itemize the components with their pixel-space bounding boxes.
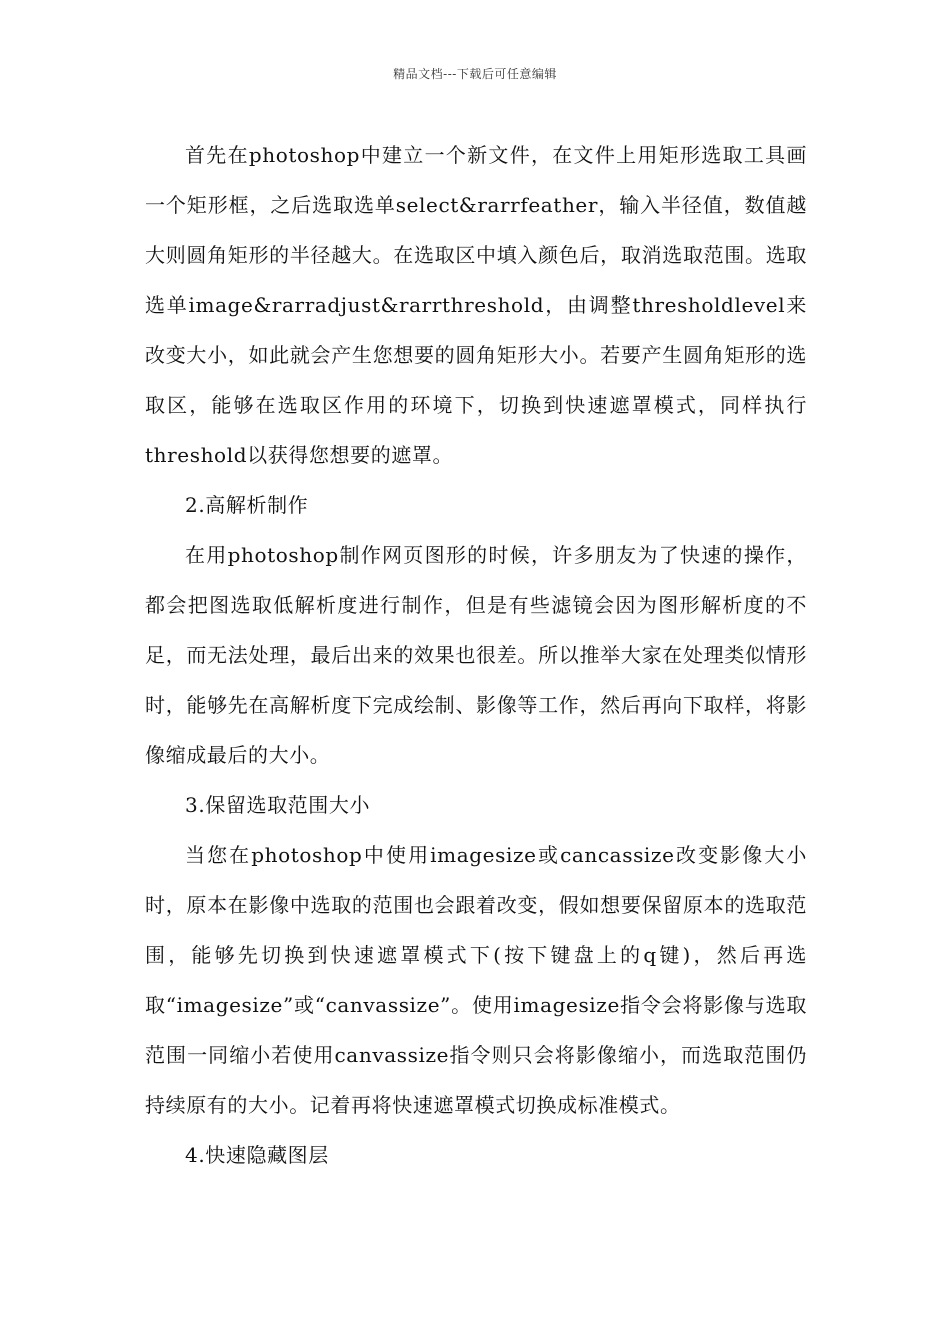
section-heading-keep-selection-size: 3.保留选取范围大小	[185, 793, 371, 817]
document-body	[145, 130, 807, 1180]
section-heading-hide-layers: 4.快速隐藏图层	[185, 1143, 329, 1167]
paragraph-keep-selection-size: 当您在photoshop中使用imagesize或cancassize改变影像大小时，原本在影像中选取的范围也会跟着改变，假如想要保留原本的选取范围，能够先切换到快速遮罩模式下(按下键盘上的q键)，然后再选取“imagesize”或“canvassize”。使用imagesize指令会将影像与选取范围一同缩小若使用canvassize指令则只会将影像缩小，而选取范围仍持续原有的大小。记着再将快速遮罩模式切换成标准模式。	[145, 843, 807, 1117]
section-heading-high-resolution: 2.高解析制作	[185, 493, 309, 517]
page-header: 精品文档---下载后可任意编辑	[393, 67, 557, 81]
paragraph-high-resolution: 在用photoshop制作网页图形的时候，许多朋友为了快速的操作，都会把图选取低解析度进行制作，但是有些滤镜会因为图形解析度的不足，而无法处理，最后出来的效果也很差。所以推举大家在处理类似情形时，能够先在高解析度下完成绘制、影像等工作，然后再向下取样，将影像缩成最后的大小。	[145, 543, 807, 767]
paragraph-rounded-rectangle: 首先在photoshop中建立一个新文件，在文件上用矩形选取工具画一个矩形框，之后选取选单select&rarrfeather，输入半径值，数值越大则圆角矩形的半径越大。在选取区中填入颜色后，取消选取范围。选取选单image&rarradjust&rarrthreshold，由调整thresholdlevel来改变大小，如此就会产生您想要的圆角矩形大小。若要产生圆角矩形的选取区，能够在选取区作用的环境下，切换到快速遮罩模式，同样执行threshold以获得您想要的遮罩。	[145, 143, 807, 467]
